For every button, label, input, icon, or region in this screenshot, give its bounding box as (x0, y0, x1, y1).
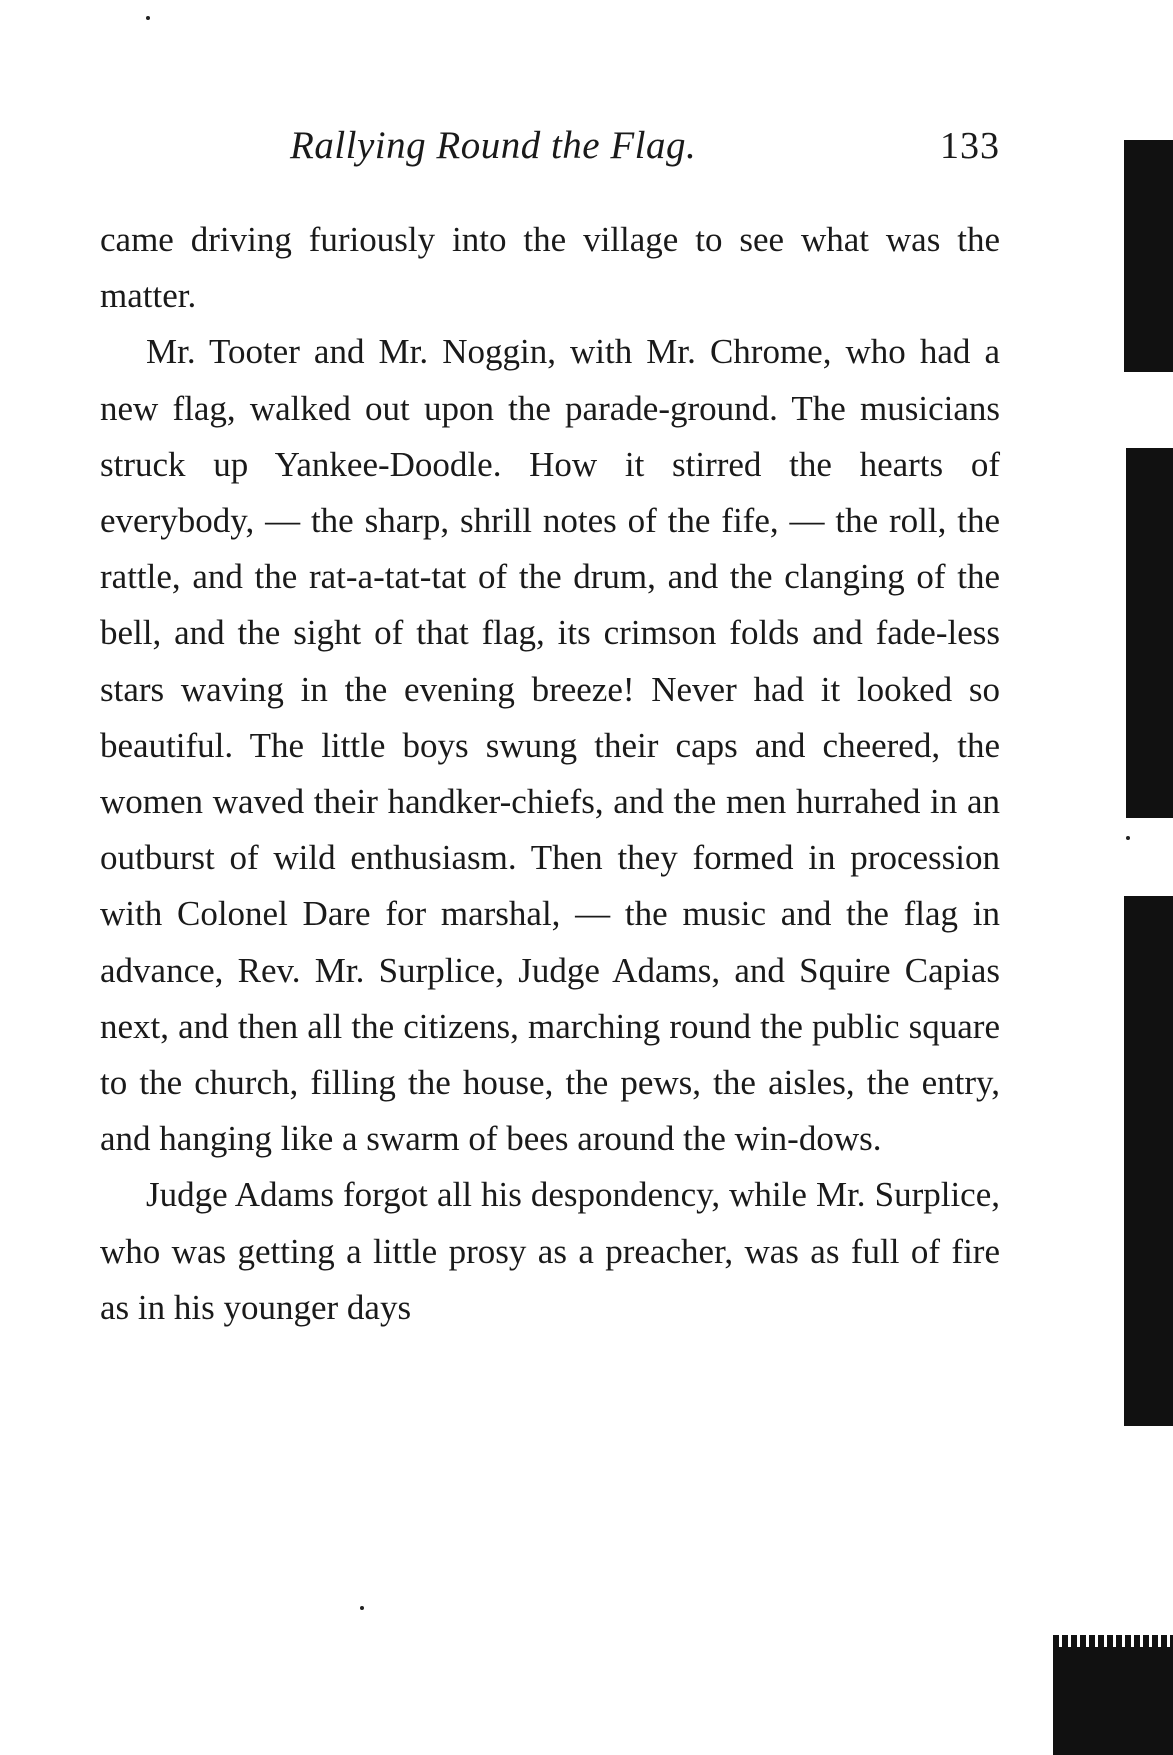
scan-corner-blot (1053, 1635, 1173, 1755)
scan-edge-mark (1124, 896, 1173, 1426)
scan-edge-mark (1124, 140, 1173, 372)
page-number: 133 (940, 125, 1000, 167)
scan-speck (1126, 836, 1130, 840)
running-title: Rallying Round the Flag. (290, 124, 697, 167)
paragraph-continuation: came driving furiously into the village to see what was the matter. (100, 220, 1000, 316)
paragraph-judge-adams: Judge Adams forgot all his despondency, while Mr. Surplice, who was getting a little prosy as a preacher, was as full of fire as in his younger days (100, 1175, 1000, 1327)
scan-edge-mark (1126, 448, 1173, 818)
scan-speck (360, 1606, 364, 1610)
running-head (100, 122, 1005, 170)
paragraph-procession: Mr. Tooter and Mr. Noggin, with Mr. Chrome, who had a new flag, walked out upon the parade-ground. The musicians struck up Yankee-Doodle. How it stirred the hearts of everybody, — the sharp, shrill notes of the fife, — the roll, the rattle, and the rat-a-tat-tat of the drum, and the clanging of the bell, and the sight of that flag, its crimson folds and fade-less stars waving in the evening breeze! Never had it looked so beautiful. The little boys swung their caps and cheered, the women waved their handker-chiefs, and the men hurrahed in an outburst of wild enthusiasm. Then they formed in procession with Colonel Dare for marshal, — the music and the flag in advance, Rev. Mr. Surplice, Judge Adams, and Squire Capias next, and then all the citizens, marching round the public square to the church, filling the house, the pews, the aisles, the entry, and hanging like a swarm of bees around the win-dows. (100, 332, 1000, 1159)
scan-speck (146, 16, 150, 20)
body-text (100, 212, 1000, 1336)
